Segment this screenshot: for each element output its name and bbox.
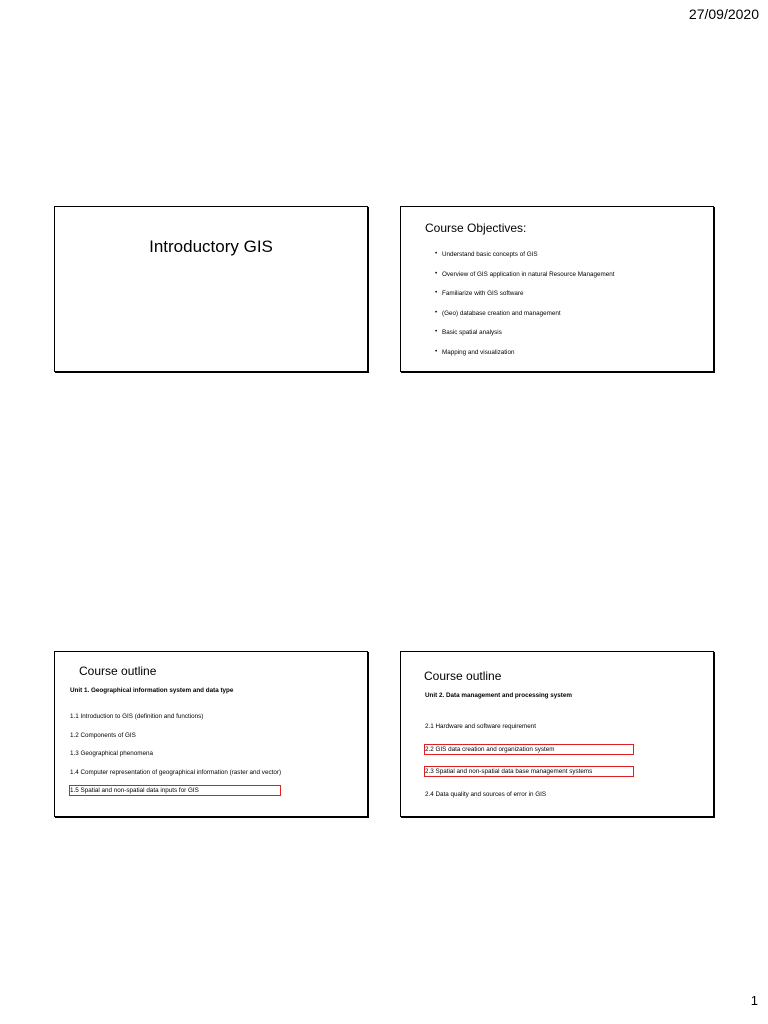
list-item: • Basic spatial analysis [435,329,615,349]
list-item [70,761,281,780]
page-date: 27/09/2020 [688,6,759,22]
unit-heading: Unit 1. Geographical information system and data type [70,687,234,694]
slide-thumbnail-1 [54,206,368,372]
list-item: • Overview of GIS application in natural Resource Management [435,271,615,291]
slide-title: Course Objectives: [425,221,527,235]
highlighted-item: 2.3 Spatial and non-spatial data base management systems [425,767,633,776]
list-item [70,779,281,798]
list-item [425,783,633,806]
list-item-text: 2.4 Data quality and sources of error in GIS [425,790,547,798]
list-item: • Familiarize with GIS software [435,290,615,310]
list-item [70,724,281,743]
list-item: • (Geo) database creation and management [435,310,615,330]
list-item: • Understand basic concepts of GIS [435,251,615,271]
list-item [425,738,633,761]
list-item-text: 1.3 Geographical phenomena [70,750,153,758]
slide-title: Course outline [424,669,502,683]
slide-thumbnail-4 [400,651,714,817]
unit-heading: Unit 2. Data management and processing system [425,692,572,699]
list-item [425,715,633,738]
page-number: 1 [750,993,758,1008]
slide-title: Course outline [79,664,157,678]
highlighted-item: 2.2 GIS data creation and organization system [425,745,633,754]
list-item-text: 1.4 Computer representation of geographical information (raster and vector) [70,768,282,776]
list-item-text: 2.1 Hardware and software requirement [425,723,536,730]
slide-thumbnail-3 [54,651,368,817]
list-item [70,742,281,761]
list-item: • Mapping and visualization [435,349,615,369]
outline-list [70,705,281,798]
highlighted-item: 1.5 Spatial and non-spatial data inputs for GIS [70,786,280,795]
objectives-list [435,251,615,368]
list-item-text: 1.1 Introduction to GIS (definition and functions) [70,713,204,720]
list-item [425,760,633,783]
outline-list [425,715,633,805]
slide-thumbnail-2 [400,206,714,372]
list-item [70,705,281,724]
slide-title: Introductory GIS [149,237,273,256]
list-item-text: 1.2 Components of GIS [70,731,136,739]
